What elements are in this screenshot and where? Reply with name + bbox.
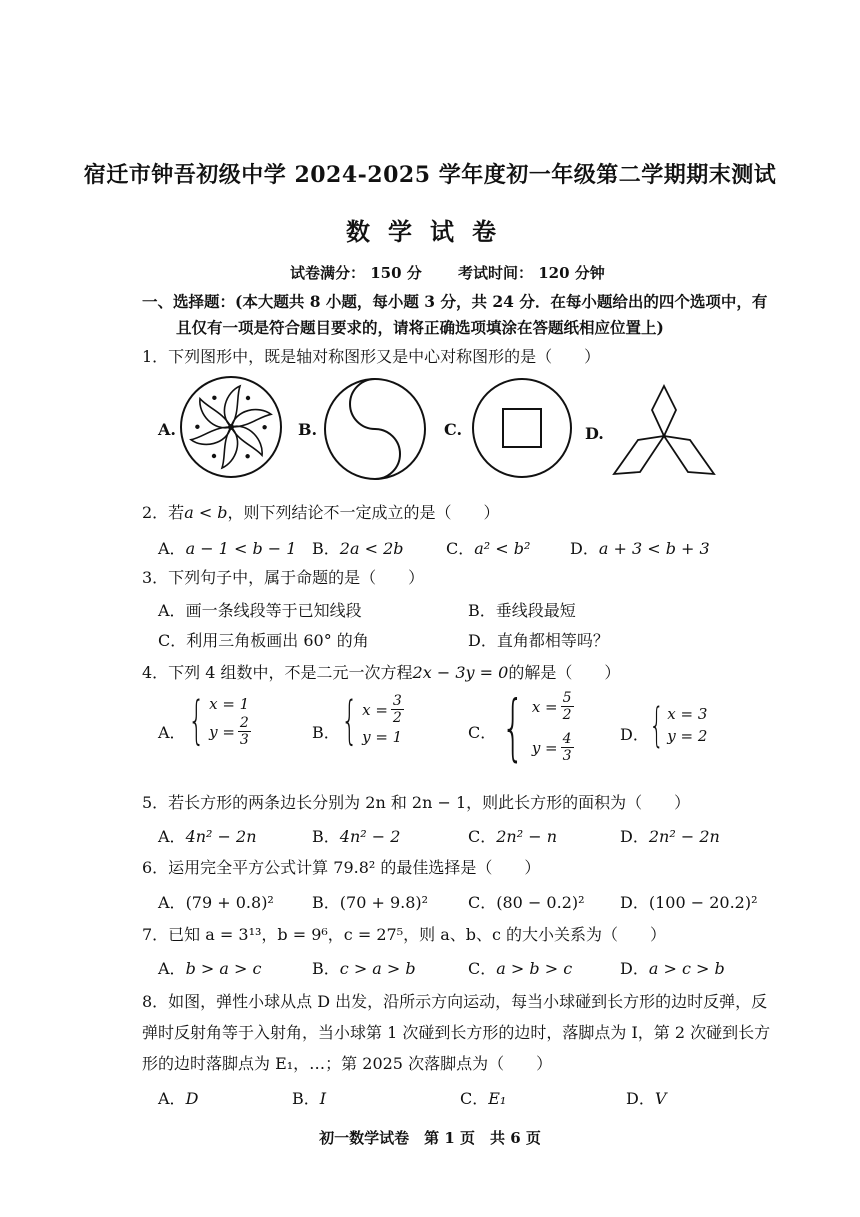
q4-option-b-label: B．: [312, 723, 340, 742]
q4-option-a-system: [180, 690, 251, 751]
q2-option-c-label: C．: [446, 539, 475, 558]
brace-icon: {: [649, 698, 664, 752]
q5-option-c-text: 2n² − n: [496, 827, 558, 846]
q4-a-y-denominator: 3: [239, 732, 249, 748]
q4-c-y-denominator: 3: [562, 748, 572, 764]
q7-option-b-label: B．: [312, 959, 340, 978]
q6-option-a-label: A．: [158, 893, 186, 912]
q6-option-c: [468, 890, 585, 913]
q8-option-b-label: B．: [292, 1089, 320, 1108]
q7-option-b: [312, 956, 416, 979]
q1-figure-a: [178, 374, 284, 480]
exam-time: [458, 262, 605, 283]
q4-b-x-numerator: 3: [392, 693, 402, 709]
question-7-stem: 7．已知 a = 3¹³，b = 9⁶，c = 27⁵，则 a、b、c 的大小关系为（ ）: [142, 925, 667, 944]
q4-option-c-label: C．: [468, 723, 497, 742]
q8-line-2: 弹时反射角等于入射角，当小球第 1 次碰到长方形的边时，落脚点为 I，第 2 次碰到长方: [142, 1023, 771, 1042]
q7-option-c-text: a > b > c: [496, 959, 573, 978]
q3-option-b-label: B．: [468, 601, 496, 620]
q6-option-d: [620, 890, 757, 913]
question-6-stem: 6．运用完全平方公式计算 79.8² 的最佳选择是（ ）: [142, 858, 541, 877]
q2-option-b-label: B．: [312, 539, 340, 558]
q7-option-d: [620, 956, 725, 979]
q8-option-d-text: V: [654, 1089, 667, 1108]
q4-option-d-system: [642, 698, 708, 752]
brace-icon: {: [501, 685, 525, 769]
q2-option-d-text: a + 3 < b + 3: [598, 539, 710, 558]
q5-option-a-text: 4n² − 2n: [185, 827, 257, 846]
section-heading: [142, 289, 782, 341]
q8-line-3: 形的边时落脚点为 E₁，…；第 2025 次落脚点为（ ）: [142, 1054, 553, 1073]
q8-option-a-text: D: [185, 1089, 199, 1108]
q4-option-b-system: [333, 690, 404, 751]
q4-stem-prefix: 4．下列 4 组数中，不是二元一次方程: [142, 663, 413, 682]
q3-option-a-text: 画一条线段等于已知线段: [185, 601, 362, 620]
q7-option-c-label: C．: [468, 959, 497, 978]
q1-option-b-label: B.: [298, 420, 318, 439]
q4-c-x-fraction: [561, 690, 574, 723]
q4-b-x-denominator: 2: [392, 710, 402, 726]
q7-option-a-label: A．: [158, 959, 186, 978]
q5-option-a-label: A．: [158, 827, 186, 846]
q4-b-x-prefix: x =: [362, 700, 388, 719]
q4-option-d-label: D．: [620, 725, 649, 744]
q6-option-d-label: D．: [620, 893, 649, 912]
q4-b-x-fraction: [391, 693, 404, 726]
q5-option-c: [468, 824, 557, 847]
q4-a-y-prefix: y =: [209, 722, 235, 741]
question-2-stem: [142, 500, 500, 523]
q3-option-d-text: 直角都相等吗？: [496, 631, 609, 650]
question-4-stem: [142, 660, 620, 683]
q5-option-a: [158, 824, 257, 847]
q5-option-c-label: C．: [468, 827, 497, 846]
q2-option-a-text: a − 1 < b − 1: [185, 539, 297, 558]
q3-option-b: [468, 598, 576, 621]
q8-option-d: [626, 1086, 666, 1109]
q4-a-x: x = 1: [209, 695, 250, 713]
q5-option-d-label: D．: [620, 827, 649, 846]
q4-c-y-numerator: 4: [562, 731, 572, 747]
q2-option-b: [312, 536, 403, 559]
q5-option-b: [312, 824, 400, 847]
q1-figure-d: [612, 384, 716, 478]
q7-option-c: [468, 956, 572, 979]
q3-option-c-text: 利用三角板画出 60° 的角: [186, 631, 369, 650]
full-marks-label: 试卷满分：: [290, 264, 366, 282]
q6-option-b-text: (70 + 9.8)²: [339, 893, 429, 912]
q5-option-b-text: 4n² − 2: [339, 827, 401, 846]
q4-a-y-fraction: [238, 715, 251, 748]
q4-option-c-system: [490, 685, 574, 769]
q8-option-d-label: D．: [626, 1089, 655, 1108]
exam-time-label: 考试时间：: [458, 264, 534, 282]
question-5-stem: 5．若长方形的两条边长分别为 2n 和 2n − 1，则此长方形的面积为（ ）: [142, 793, 691, 812]
exam-time-value: 120 分钟: [538, 264, 605, 282]
q8-option-c-label: C．: [460, 1089, 489, 1108]
q3-option-a: [158, 598, 362, 621]
brace-icon: {: [341, 690, 358, 751]
q4-c-x-prefix: x =: [531, 697, 558, 716]
q2-condition: a < b: [184, 503, 228, 522]
q2-stem-prefix: 2．若: [142, 503, 185, 522]
q4-c-y-fraction: [561, 731, 574, 764]
q6-option-c-text: (80 − 0.2)²: [496, 893, 585, 912]
q8-option-c-text: E₁: [488, 1089, 507, 1108]
q4-d-y: y = 2: [667, 727, 708, 745]
q3-option-b-text: 垂线段最短: [495, 601, 576, 620]
q8-option-a: [158, 1086, 198, 1109]
section-heading-line2: 且仅有一项是符合题目要求的，请将正确选项填涂在答题纸相应位置上): [176, 318, 664, 337]
q5-option-d-text: 2n² − 2n: [648, 827, 720, 846]
q5-option-d: [620, 824, 720, 847]
exam-subtitle: 数学试卷: [346, 217, 514, 246]
q2-option-a-label: A．: [158, 539, 186, 558]
q4-b-y: y = 1: [362, 728, 403, 746]
q3-option-c-label: C．: [158, 631, 187, 650]
q1-option-d-label: D.: [585, 424, 604, 443]
q4-stem-suffix: 的解是（ ）: [508, 663, 621, 682]
q7-option-a-text: b > a > c: [185, 959, 262, 978]
q6-option-b: [312, 890, 428, 913]
q3-option-d: [468, 628, 609, 651]
q3-option-c: [158, 628, 369, 651]
q4-equation: 2x − 3y = 0: [412, 663, 509, 682]
q5-option-b-label: B．: [312, 827, 340, 846]
section-heading-line1: 一、选择题：(本大题共 8 小题，每小题 3 分，共 24 分．在每小题给出的四个选项中，有: [142, 292, 768, 311]
q4-c-y-prefix: y =: [531, 738, 558, 757]
question-3-stem: 3．下列句子中，属于命题的是（ ）: [142, 568, 425, 587]
brace-icon: {: [188, 690, 205, 751]
q7-option-b-text: c > a > b: [339, 959, 416, 978]
q8-option-c: [460, 1086, 506, 1109]
page-footer: 初一数学试卷 第 1 页 共 6 页: [319, 1129, 541, 1147]
q6-option-a-text: (79 + 0.8)²: [185, 893, 274, 912]
question-1-stem: 1．下列图形中，既是轴对称图形又是中心对称图形的是（ ）: [142, 347, 601, 366]
q2-stem-suffix: ，则下列结论不一定成立的是（ ）: [227, 503, 500, 522]
q6-option-b-label: B．: [312, 893, 340, 912]
q1-figure-c: [470, 376, 574, 480]
q8-line-1: 8．如图，弹性小球从点 D 出发，沿所示方向运动，每当小球碰到长方形的边时反弹，反: [142, 992, 768, 1011]
question-8-stem: [142, 986, 792, 1079]
q6-option-c-label: C．: [468, 893, 497, 912]
q4-option-a-label: A．: [158, 723, 186, 742]
q2-option-c-text: a² < b²: [474, 539, 531, 558]
full-marks-value: 150 分: [370, 264, 422, 282]
q4-d-x: x = 3: [667, 705, 708, 723]
q4-c-x-numerator: 5: [562, 690, 572, 706]
q8-option-a-label: A．: [158, 1089, 186, 1108]
q1-figure-b: [322, 376, 428, 482]
q2-option-a: [158, 536, 296, 559]
q2-option-b-text: 2a < 2b: [339, 539, 404, 558]
q7-option-a: [158, 956, 261, 979]
q3-option-d-label: D．: [468, 631, 497, 650]
q7-option-d-label: D．: [620, 959, 649, 978]
q1-option-a-label: A.: [158, 420, 176, 439]
q2-option-d: [570, 536, 710, 559]
q7-option-d-text: a > c > b: [648, 959, 725, 978]
q8-option-b-text: I: [319, 1089, 327, 1108]
q2-option-c: [446, 536, 530, 559]
q3-option-a-label: A．: [158, 601, 186, 620]
q4-c-x-denominator: 2: [562, 707, 572, 723]
q2-option-d-label: D．: [570, 539, 599, 558]
full-marks: [290, 262, 422, 283]
q8-option-b: [292, 1086, 326, 1109]
q4-a-y-numerator: 2: [239, 715, 249, 731]
q6-option-d-text: (100 − 20.2)²: [648, 893, 758, 912]
q6-option-a: [158, 890, 274, 913]
exam-title: 宿迁市钟吾初级中学 2024-2025 学年度初一年级第二学期期末测试: [83, 162, 777, 188]
q1-option-c-label: C.: [444, 420, 463, 439]
